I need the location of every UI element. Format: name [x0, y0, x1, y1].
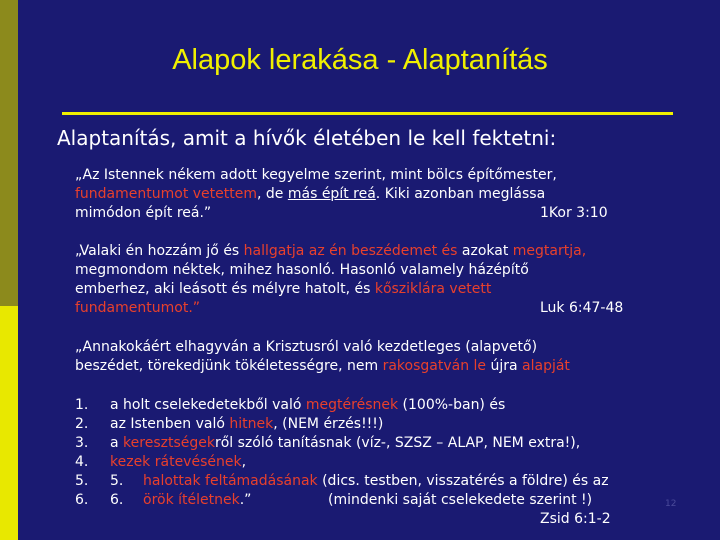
title-divider — [62, 112, 673, 115]
list-item-text: az Istenben való — [110, 416, 230, 432]
list-item-text: , (NEM érzés!!!) — [273, 416, 384, 432]
list-item-number: 5. — [75, 473, 89, 489]
list-item — [75, 472, 695, 491]
numbered-list — [75, 396, 695, 529]
quote-1-line: mimódon épít reá.” — [75, 205, 212, 221]
quote-2-highlight: megtartja, — [512, 243, 587, 259]
list-reference: Zsid 6:1-2 — [540, 511, 611, 527]
quote-3-line: „Annakokáért elhagyván a Krisztusról való kezdetleges (alapvető) — [75, 339, 538, 355]
quote-2-highlight: fundamentumot.” — [75, 300, 201, 316]
quote-1-text: . Kiki azonban meglássa — [375, 186, 546, 202]
quote-3-highlight: alapját — [522, 358, 570, 374]
quote-2-highlight: hallgatja az én beszédemet és — [243, 243, 458, 259]
quote-3-text: beszédet, törekedjünk tökéletességre, nem — [75, 358, 383, 374]
list-item-text: (dics. testben, visszatérés a földre) és az — [317, 473, 609, 489]
quote-3 — [75, 338, 695, 376]
quote-2-text: azokat — [457, 243, 513, 259]
list-item — [75, 491, 695, 510]
slide-subtitle: Alaptanítás, amit a hívők életében le kell fektetni: — [57, 126, 557, 150]
list-item-highlight: kezek rátevésének — [110, 454, 242, 470]
list-item-text: a — [110, 435, 124, 451]
quote-2-line: megmondom néktek, mihez hasonló. Hasonló valamely házépítő — [75, 262, 529, 278]
list-item-number: 6. — [75, 492, 89, 508]
list-item — [75, 415, 695, 434]
page-number: 12 — [665, 499, 677, 509]
quote-1-highlight: fundamentumot vetettem — [75, 186, 257, 202]
list-item-number: 1. — [75, 397, 89, 413]
list-item-highlight: keresztségek — [123, 435, 215, 451]
quote-1-line: „Az Istennek nékem adott kegyelme szerint, mint bölcs építőmester, — [75, 167, 557, 183]
list-note: (mindenki saját cselekedete szerint !) — [328, 492, 593, 508]
quote-1-reference: 1Kor 3:10 — [540, 205, 608, 221]
slide-title: Alapok lerakása - Alaptanítás — [172, 44, 548, 76]
list-item-text: ről szóló tanításnak (víz-, SZSZ – ALAP, NEM extra!), — [214, 435, 581, 451]
quote-2 — [75, 242, 695, 318]
list-item-number: 4. — [75, 454, 89, 470]
list-item — [75, 453, 695, 472]
quote-2-reference: Luk 6:47-48 — [540, 300, 624, 316]
quote-2-text: „Valaki én hozzám jő és — [75, 243, 244, 259]
quote-3-highlight: rakosgatván le — [382, 358, 487, 374]
list-item-highlight: megtérésnek — [305, 397, 399, 413]
list-item-text: .” — [239, 492, 252, 508]
quote-2-highlight: kősziklára vetett — [374, 281, 492, 297]
left-accent-bar-bottom — [0, 306, 18, 540]
quote-1-underlined: más épít reá — [287, 186, 376, 202]
list-item-highlight: örök ítéletnek — [143, 492, 240, 508]
quote-2-text: emberhez, aki leásott és mélyre hatolt, és — [75, 281, 375, 297]
list-item-text: (100%-ban) és — [398, 397, 506, 413]
list-item-subnumber: 5. — [110, 473, 124, 489]
quote-1-text: , de — [257, 186, 288, 202]
list-item — [75, 434, 695, 453]
list-item-number: 3. — [75, 435, 89, 451]
list-item-highlight: hitnek — [229, 416, 274, 432]
list-item-text: , — [241, 454, 247, 470]
list-item-text: a holt cselekedetekből való — [110, 397, 306, 413]
list-item — [75, 396, 695, 415]
list-item-subnumber: 6. — [110, 492, 124, 508]
quote-3-text: újra — [486, 358, 523, 374]
list-item-highlight: halottak feltámadásának — [143, 473, 318, 489]
quote-1 — [75, 166, 695, 223]
list-item-number: 2. — [75, 416, 89, 432]
